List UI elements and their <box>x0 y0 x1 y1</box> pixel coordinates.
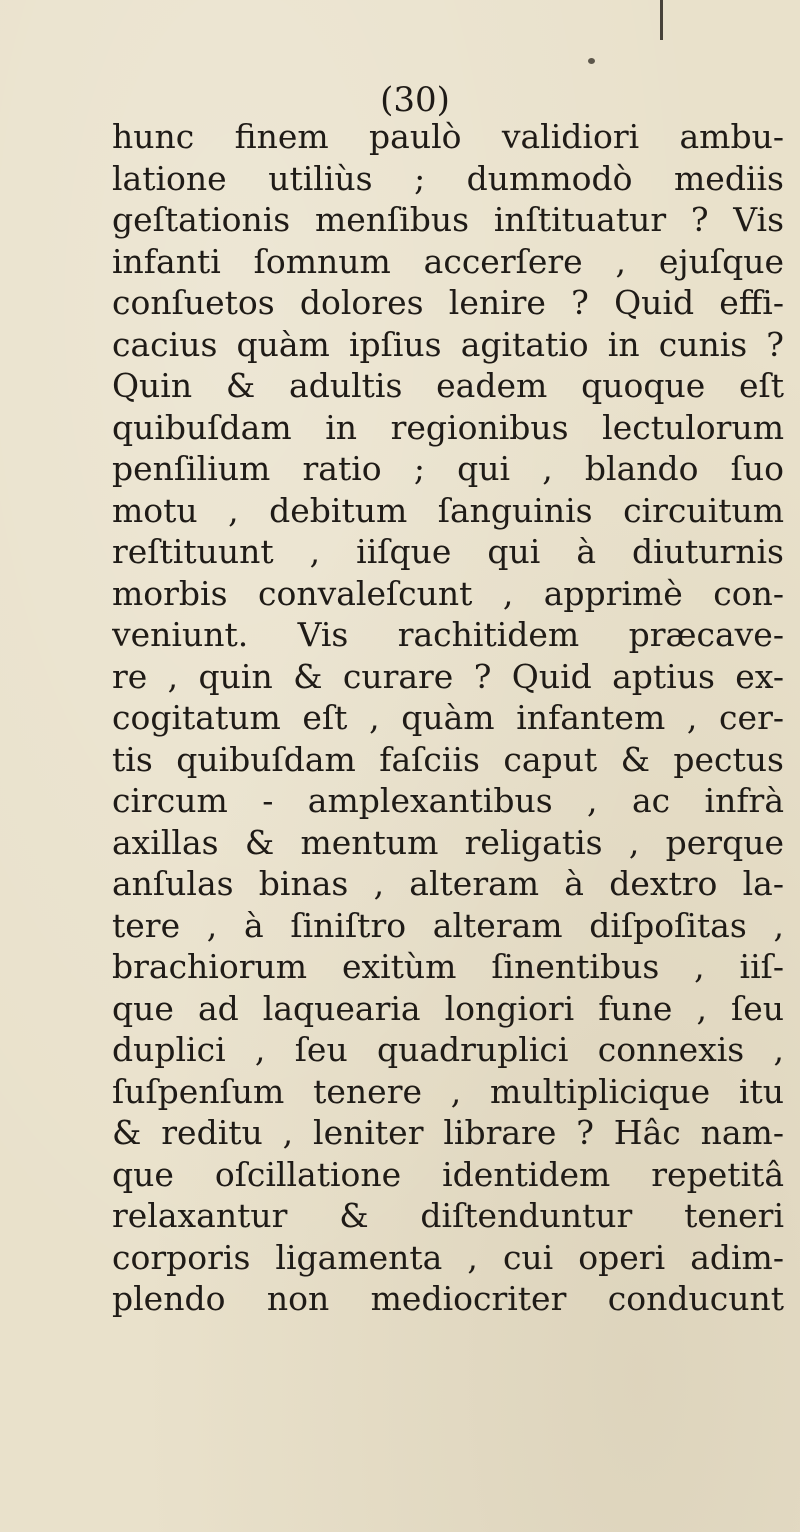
text-line: ſuſpenſum tenere , multiplicique itu <box>112 1071 784 1111</box>
text-line: & reditu , leniter librare ? Hâc nam- <box>112 1113 784 1152</box>
text-line: hunc finem paulò validiori ambu- <box>112 117 784 156</box>
text-line: tere , à ſiniſtro alteram diſpoſitas , <box>112 905 784 945</box>
text-line: plendo non mediocriter conducunt <box>112 1279 784 1318</box>
text-line: corporis ligamenta , cui operi adim- <box>112 1237 784 1277</box>
text-line: cacius quàm ipſius agitatio in cunis ? <box>112 324 784 364</box>
text-line: infanti ſomnum accerſere , ejuſque <box>112 241 784 281</box>
text-line: tis quibuſdam faſciis caput & pectus <box>112 739 784 779</box>
text-line: duplici , ſeu quadruplici connexis , <box>112 1030 784 1069</box>
text-line: brachiorum exitùm ſinentibus , iiſ- <box>112 947 784 986</box>
text-line: Quin & adultis eadem quoque eſt <box>112 366 784 405</box>
text-line: relaxantur & diſtenduntur teneri <box>112 1196 784 1235</box>
text-line: veniunt. Vis rachitidem præcave- <box>112 615 784 654</box>
body-text <box>112 116 784 1320</box>
ink-speck <box>588 58 595 64</box>
text-line: geſtationis menſibus inſtituatur ? Vis <box>112 200 784 239</box>
text-line: anſulas binas , alteram à dextro la- <box>112 864 784 903</box>
text-line: quibuſdam in regionibus lectulorum <box>112 407 784 447</box>
text-line: axillas & mentum religatis , perque <box>112 822 784 862</box>
page-edge-mark <box>660 0 663 40</box>
text-line: motu , debitum ſanguinis circuitum <box>112 490 784 530</box>
text-line: conſuetos dolores lenire ? Quid effi- <box>112 283 784 322</box>
text-line: que oſcillatione identidem repetitâ <box>112 1154 784 1194</box>
text-line: re , quin & curare ? Quid aptius ex- <box>112 656 784 696</box>
text-line: latione utiliùs ; dummodò mediis <box>112 158 784 198</box>
text-line: penſilium ratio ; qui , blando ſuo <box>112 449 784 488</box>
text-line: que ad laquearia longiori fune , ſeu <box>112 988 784 1028</box>
text-line: morbis convaleſcunt , apprimè con- <box>112 573 784 613</box>
text-line: circum - amplexantibus , ac infrà <box>112 781 784 820</box>
text-line: cogitatum eſt , quàm infantem , cer- <box>112 698 784 737</box>
text-line: reſtituunt , iiſque qui à diuturnis <box>112 532 784 571</box>
page-number: (30) <box>380 80 450 120</box>
